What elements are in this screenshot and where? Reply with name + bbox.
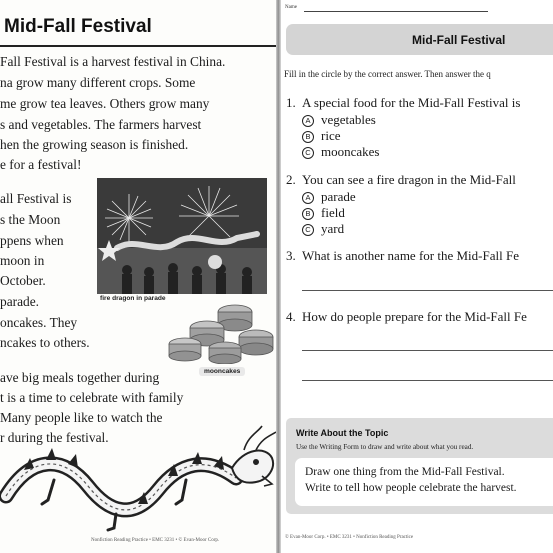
write-prompt-line: Write to tell how people celebrate the harvest.: [305, 482, 517, 494]
answer-choice[interactable]: [302, 189, 356, 205]
choice-bubble[interactable]: B: [302, 131, 314, 143]
dragon-illustration: [0, 424, 277, 532]
choice-label: mooncakes: [321, 144, 380, 159]
answer-choice[interactable]: [302, 112, 376, 128]
choice-label: parade: [321, 189, 356, 204]
answer-line[interactable]: [302, 380, 553, 381]
choice-label: yard: [321, 221, 345, 236]
story-line: hen the growing season is finished.: [0, 137, 189, 152]
choice-label: vegetables: [321, 112, 376, 127]
choice-bubble[interactable]: C: [302, 147, 314, 159]
question-number: 2.: [286, 172, 296, 187]
story-line: r during the festival.: [0, 430, 109, 445]
question-number: 1.: [286, 95, 296, 110]
story-line: Many people like to watch the: [0, 410, 163, 425]
name-label: Name: [285, 5, 297, 10]
title-divider: [0, 45, 277, 47]
question-text: You can see a fire dragon in the Mid-Fall: [302, 172, 516, 187]
choice-bubble[interactable]: C: [302, 224, 314, 236]
answer-choice[interactable]: [302, 144, 379, 160]
choice-label: field: [321, 205, 345, 220]
write-about-subtitle: Use the Writing Form to draw and write about what you read.: [296, 443, 474, 451]
question-number: 3.: [286, 248, 296, 263]
question-number: 4.: [286, 309, 296, 324]
story-line: oncakes. They: [0, 315, 78, 330]
fire-dragon-photo: [97, 178, 267, 294]
story-line: ave big meals together during: [0, 370, 160, 385]
answer-choice[interactable]: [302, 221, 344, 237]
story-line: October.: [0, 273, 46, 288]
choice-bubble[interactable]: B: [302, 208, 314, 220]
photo-caption: fire dragon in parade: [100, 295, 166, 302]
photo-caption: mooncakes: [199, 367, 245, 376]
answer-choice[interactable]: [302, 128, 340, 144]
right-page: [281, 0, 553, 553]
choice-label: rice: [321, 128, 341, 143]
write-prompt-line: Draw one thing from the Mid-Fall Festival.: [305, 466, 505, 478]
page-footer: © Evan-Moor Corp. • EMC 3231 • Nonfiction Reading Practice: [285, 535, 414, 540]
story-line: all Festival is: [0, 191, 72, 206]
story-line: t is a time to celebrate with family: [0, 390, 184, 405]
story-line: parade.: [0, 294, 40, 309]
answer-line[interactable]: [302, 350, 553, 351]
story-line: na grow many different crops. Some: [0, 75, 196, 90]
answer-choice[interactable]: [302, 205, 345, 221]
story-line: moon in: [0, 253, 45, 268]
page-title: Mid-Fall Festival: [412, 33, 506, 47]
instructions: Fill in the circle by the correct answer. Then answer the q: [284, 69, 491, 79]
story-line: Fall Festival is a harvest festival in China.: [0, 54, 226, 69]
page-title: Mid-Fall Festival: [4, 16, 152, 37]
question-text: How do people prepare for the Mid-Fall Fe: [302, 309, 527, 324]
choice-bubble[interactable]: A: [302, 115, 314, 127]
write-about-title: Write About the Topic: [296, 428, 389, 438]
page-footer: Nonfiction Reading Practice • EMC 3231 • © Evan-Moor Corp.: [91, 538, 220, 543]
story-line: ppens when: [0, 233, 64, 248]
question-text: What is another name for the Mid-Fall Fe: [302, 248, 519, 263]
answer-line[interactable]: [302, 290, 553, 291]
question-text: A special food for the Mid-Fall Festival is: [302, 95, 521, 110]
name-answer-line[interactable]: [304, 11, 488, 12]
story-line: me grow tea leaves. Others grow many: [0, 96, 210, 111]
story-line: s and vegetables. The farmers harvest: [0, 117, 202, 132]
story-line: e for a festival!: [0, 157, 82, 172]
story-line: ncakes to others.: [0, 335, 90, 350]
mooncakes-illustration: [167, 298, 277, 364]
story-line: s the Moon: [0, 212, 61, 227]
choice-bubble[interactable]: A: [302, 192, 314, 204]
